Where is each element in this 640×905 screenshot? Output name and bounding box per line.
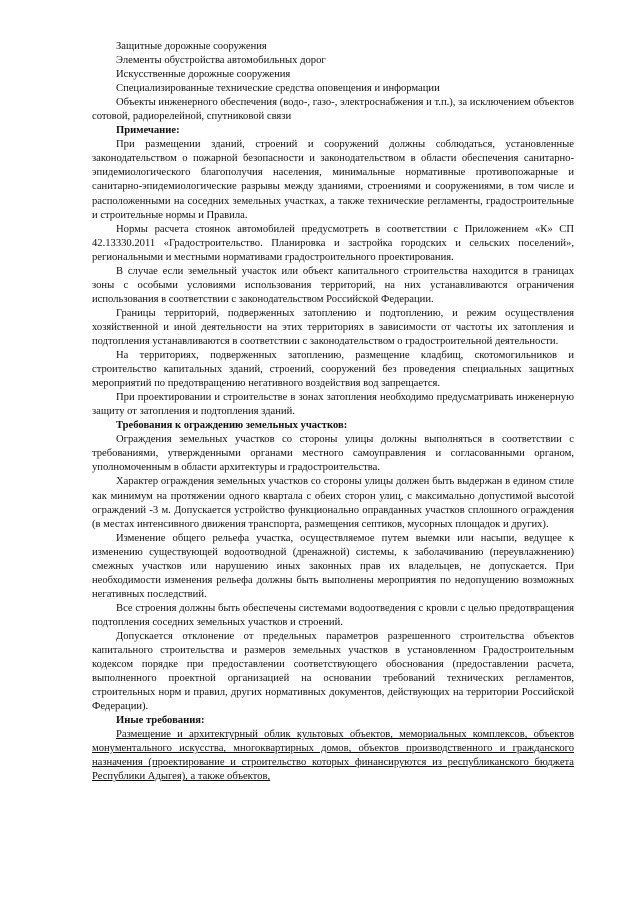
other-heading: Иные требования: [116, 715, 205, 727]
note-paragraph-2: Нормы расчета стоянок автомобилей предусмотреть в соответствии с Приложением «К» СП 42.13330.2011 «Градостроительство. Планировка и застройка городских и сельских поселений», региональными и местными нормативами градостроительного проектирования. [92, 223, 574, 263]
note-paragraph-6: При проектировании и строительстве в зонах затопления необходимо предусматривать инженерную защиту от затопления и подтопления зданий. [92, 392, 574, 418]
fence-paragraph-2: Характер ограждения земельных участков со стороны улицы должен быть выдержан в едином стиле как минимум на протяжении одного квартала с обеих сторон улиц, с максимально допустимой высотой ограждений -3 м. Допускается устройство функционально оправданных участков сплошного ограждения (в местах интенсивного движения транспорта, размещения септиков, мусорных площадок и других). [92, 476, 574, 530]
note-paragraph-3: В случае если земельный участок или объект капитального строительства находится в границах зоны с особыми условиями использования территорий, на них устанавливаются ограничения использования в соответствии с законодательством Российской Федерации. [92, 265, 574, 305]
fence-paragraph-4: Все строения должны быть обеспечены системами водоотведения с кровли с целью предотвращения подтопления соседних земельных участков и строений. [92, 602, 574, 628]
note-heading: Примечание: [116, 125, 180, 137]
note-paragraph-1: При размещении зданий, строений и сооружений должны соблюдаться, установленные законодательством о пожарной безопасности и законодательством в области обеспечения санитарно-эпидемиологического благополучия населения, минимальные нормативные противопожарные и санитарно-эпидемиологические разрывы между зданиями, строениями и сооружениями, в том числе и расположенными на соседних земельных участках, а также технические регламенты, градостроительные и строительные нормы и Правила. [92, 139, 574, 221]
note-paragraph-5: На территориях, подверженных затоплению, размещение кладбищ, скотомогильников и строительство капитальных зданий, строений, сооружений без проведения специальных защитных мероприятий по предотвращению негативного воздействия вод запрещается. [92, 350, 574, 390]
list-item: Специализированные технические средства оповещения и информации [116, 83, 440, 95]
note-paragraph-4: Границы территорий, подверженных затоплению и подтоплению, и режим осуществления хозяйственной и иной деятельности на этих территориях в зависимости от частоты их затопления и подтопления устанавливаются в соответствии с законодательством о градостроительной деятельности. [92, 307, 574, 347]
fence-paragraph-3: Изменение общего рельефа участка, осуществляемое путем выемки или насыпи, ведущее к изменению существующей водоотводной (дренажной) системы, к заболачиванию (переувлажнению) смежных участков или нарушению иных законных прав их владельцев, не допускается. При необходимости изменения рельефа должны быть выполнены мероприятия по недопущению возможных негативных последствий. [92, 532, 574, 600]
list-item: Искусственные дорожные сооружения [116, 69, 291, 81]
fence-heading: Требования к ограждению земельных участков: [116, 420, 348, 432]
list-item: Элементы обустройства автомобильных дорог [116, 55, 326, 67]
objects-paragraph: Объекты инженерного обеспечения (водо-, газо-, электроснабжения и т.п.), за исключением объектов сотовой, радиорелейной, спутниковой связи [92, 97, 574, 123]
fence-paragraph-5: Допускается отклонение от предельных параметров разрешенного строительства объектов капитального строительства и размеров земельных участков в установленном Градостроительным кодексом порядке при предоставлении соответствующего обоснования (предоставлении расчета, выполненного проектной организацией на основании требований технических регламентов, строительных норм и правил, других нормативных документов, действующих на территории Российской Федерации). [92, 630, 574, 713]
document-page [92, 40, 574, 784]
fence-paragraph-1: Ограждения земельных участков со стороны улицы должны выполняться в соответствии с требованиями, утвержденными органами местного самоуправления и согласованными органом, уполномоченным в области архитектуры и градостроительства. [92, 434, 574, 474]
list-item: Защитные дорожные сооружения [116, 41, 267, 52]
other-paragraph: Размещение и архитектурный облик культовых объектов, мемориальных комплексов, объектов монументального искусства, многоквартирных домов, объектов производственного и гражданского назначения (проектирование и строительство которых финансируются из республиканского бюджета Республики Адыгея), а также объектов, [92, 729, 574, 783]
